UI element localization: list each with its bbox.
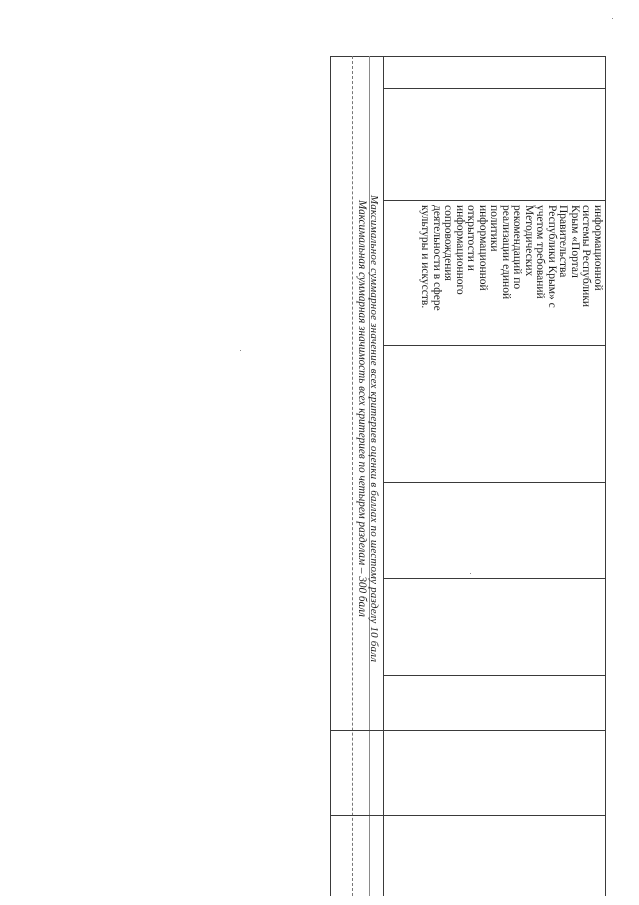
cell-line: Методических (523, 205, 535, 277)
cell-line: рекомендаций по (511, 205, 524, 290)
table-left-border (330, 56, 331, 896)
table-right-border (605, 56, 606, 896)
cell-line: политики (488, 205, 501, 252)
cell-line: культуры и искусств. (419, 205, 432, 309)
table-col-line-1 (352, 56, 353, 896)
cell-line: реализации единой (500, 205, 512, 300)
cell-line: деятельности в сфере (431, 205, 443, 311)
cell-line: информационной (477, 205, 489, 291)
cell-line: системы Республики (580, 205, 593, 308)
row-separator-6 (330, 730, 605, 731)
cell-line: Правительства (557, 205, 570, 278)
cell-line: сопровождения (442, 205, 455, 281)
criterion-description-cell (419, 205, 603, 311)
row-separator-7 (330, 815, 605, 816)
grand-total-text: Максимальная суммарная значимость всех критериев по четырем разделам – 300 балл (356, 200, 368, 617)
cell-line: открытости и (465, 205, 478, 271)
cell-line: Крым «Портал (569, 205, 581, 278)
scan-speck (612, 18, 613, 19)
cell-line: информационной (592, 205, 604, 291)
row-separator-1 (383, 200, 605, 201)
cell-line: Республики Крым» с (546, 205, 558, 308)
row-separator-3 (383, 482, 605, 483)
cell-line: информационного (454, 205, 466, 295)
scan-speck (470, 573, 471, 574)
cell-line: учетом требований (534, 205, 547, 299)
table-col-line-3 (383, 56, 384, 896)
row-separator-4 (383, 578, 605, 579)
row-separator-5 (383, 675, 605, 676)
scan-speck (240, 350, 241, 351)
table-top-border (330, 56, 606, 57)
row-separator-2 (383, 345, 605, 346)
section-total-text: Максимальное суммарное значение всех критериев оценки в баллах по шестому разделу 10 балл (368, 195, 380, 663)
table-header-line (383, 88, 606, 89)
